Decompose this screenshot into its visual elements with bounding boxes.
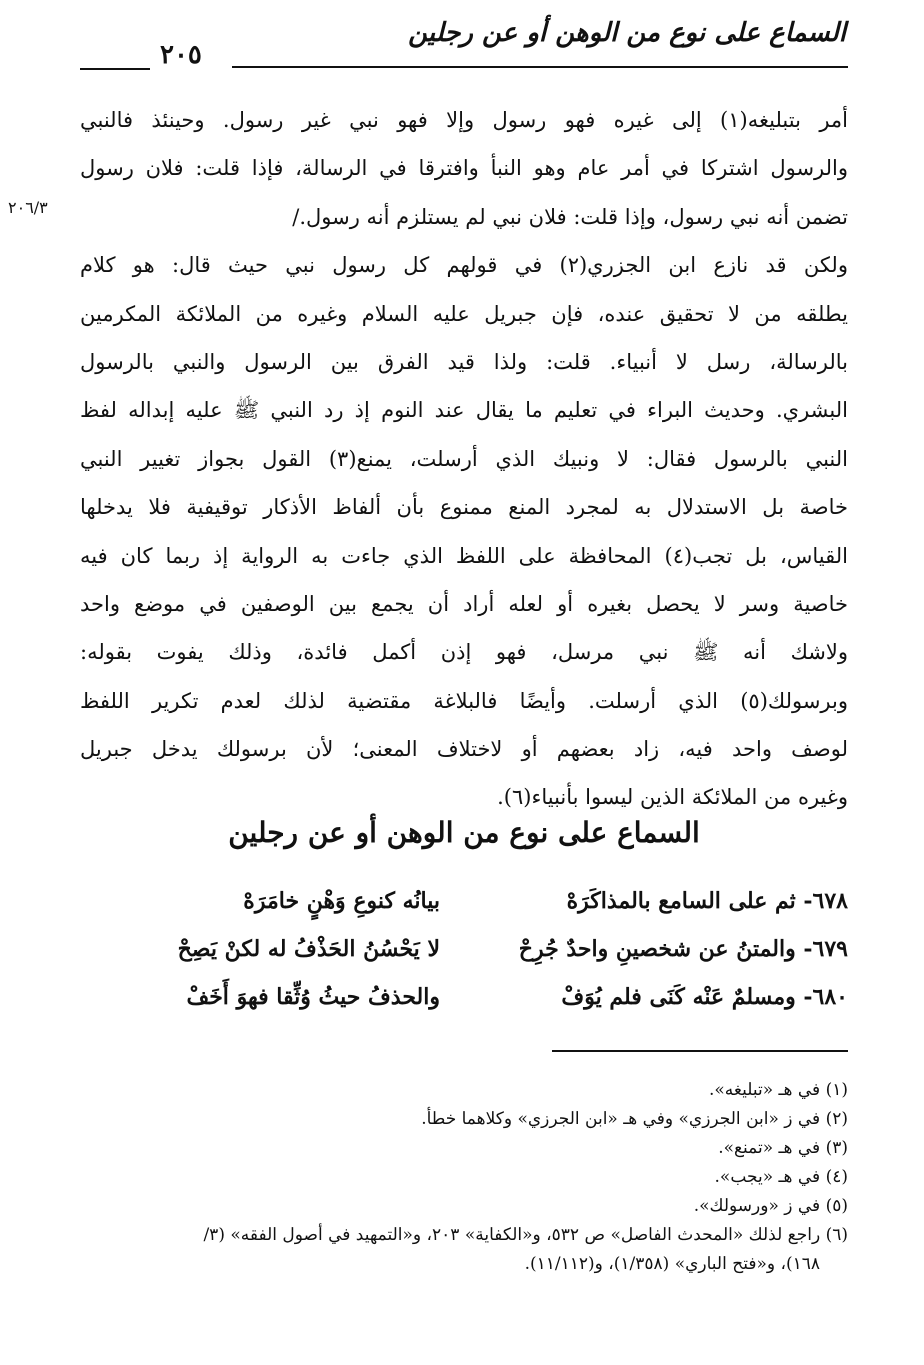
verse-second-hemistich: والحذفُ حيثُ وُثِّقا فهوَ أَخَفْ [186, 984, 440, 1010]
body-line: البشري. وحديث البراء في تعليم ما يقال عند النوم إذ رد النبي ﷺ عليه إبداله لفظ [80, 398, 848, 423]
body-text [80, 96, 848, 822]
verse-line [80, 936, 848, 984]
body-line: وبرسولك(٥) الذي أرسلت. وأيضًا فالبلاغة مقتضية لذلك لعدم تكرير اللفظ [80, 688, 848, 713]
footnotes [80, 1076, 848, 1279]
body-line: أمر بتبليغه(١) إلى غيره فهو رسول وإلا فهو نبي غير رسول. وحينئذ فالنبي [80, 108, 848, 132]
verse-second-hemistich: بيانُه كنوعِ وَهْنٍ خامَرَهْ [243, 888, 440, 914]
verse-block [80, 888, 848, 1032]
verse-line [80, 888, 848, 936]
footnote: (٦) راجع لذلك «المحدث الفاصل» ص ٥٣٢، و«الكفاية» ٢٠٣، و«التمهيد في أصول الفقه» (٣/ [203, 1225, 848, 1245]
header-rule-right [232, 66, 848, 68]
margin-reference: ٢٠٦/٣ [8, 198, 48, 217]
body-line: يطلقه من لا تحقيق عنده، فإن جبريل عليه السلام وغيره من الملائكة المكرمين [80, 301, 848, 326]
footnote: (٣) في هـ «تمنع». [718, 1138, 848, 1158]
running-title: السماع على نوع من الوهن أو عن رجلين [408, 18, 846, 48]
footnote: (٢) في ز «ابن الجرزي» وفي هـ «ابن الجرزي» وكلاهما خطأ. [421, 1109, 848, 1129]
body-line: بالرسالة، رسل لا أنبياء. قلت: ولذا قيد الفرق بين الرسول والنبي بالرسول [80, 349, 848, 374]
footnote: (٤) في هـ «يجب». [714, 1167, 848, 1187]
body-line: ولاشك أنه ﷺ نبي مرسل، فهو إذن أكمل فائدة، وذلك يفوت بقوله: [80, 640, 848, 665]
verse-first-hemistich: ٦٨٠- ومسلمٌ عَنْه كَنَى فلم يُوَفْ [561, 984, 848, 1010]
footnote: (٥) في ز «ورسولك». [693, 1196, 848, 1216]
body-line: خاصية وسر لا يحصل بغيره أو لعله أراد أن يجمع بين الوصفين في موضع واحد [80, 591, 848, 616]
body-line: ولكن قد نازع ابن الجزري(٢) في قولهم كل رسول نبي حيث قال: هو كلام [80, 253, 848, 278]
verse-first-hemistich: ٦٧٨- ثم على السامع بالمذاكَرَهْ [566, 888, 848, 914]
verse-second-hemistich: لا يَحْسُنُ الحَذْفُ له لكنْ يَصِحْ [177, 936, 440, 962]
page-number: ٢٠٥ [160, 40, 202, 70]
body-line: تضمن أنه نبي رسول، وإذا قلت: فلان نبي لم يستلزم أنه رسول./ [292, 204, 848, 229]
body-line: خاصة بل الاستدلال به لمجرد المنع ممنوع بأن ألفاظ الأذكار توقيفية فلا يدخلها [80, 495, 848, 520]
footnote: (١) في هـ «تبليغه». [708, 1080, 848, 1100]
body-line: والرسول اشتركا في أمر عام وهو النبأ وافترقا في الرسالة، فإذا قلت: فلان رسول [80, 156, 848, 181]
footnote-divider [552, 1050, 848, 1052]
body-line: وغيره من الملائكة الذين ليسوا بأنبياء(٦). [497, 785, 848, 810]
verse-line [80, 984, 848, 1032]
footnote-continuation: ١٦٨)، و«فتح الباري» (١/٣٥٨)، و(١١/١١٢). [524, 1254, 820, 1274]
body-line: القياس، بل تجب(٤) المحافظة على اللفظ الذي جاءت به الرواية إذ ربما كان فيه [80, 543, 848, 568]
body-line: لوصف واحد فيه، زاد بعضهم أو لاختلاف المعنى؛ لأن برسولك يدخل جبريل [80, 737, 848, 762]
header-rule-left [80, 68, 150, 70]
body-line: النبي بالرسول فقال: لا ونبيك الذي أرسلت، يمنع(٣) القول بجواز تغيير النبي [80, 446, 848, 471]
section-heading: السماع على نوع من الوهن أو عن رجلين [228, 816, 700, 849]
verse-first-hemistich: ٦٧٩- والمتنُ عن شخصينِ واحدٌ جُرِحْ [518, 936, 848, 962]
